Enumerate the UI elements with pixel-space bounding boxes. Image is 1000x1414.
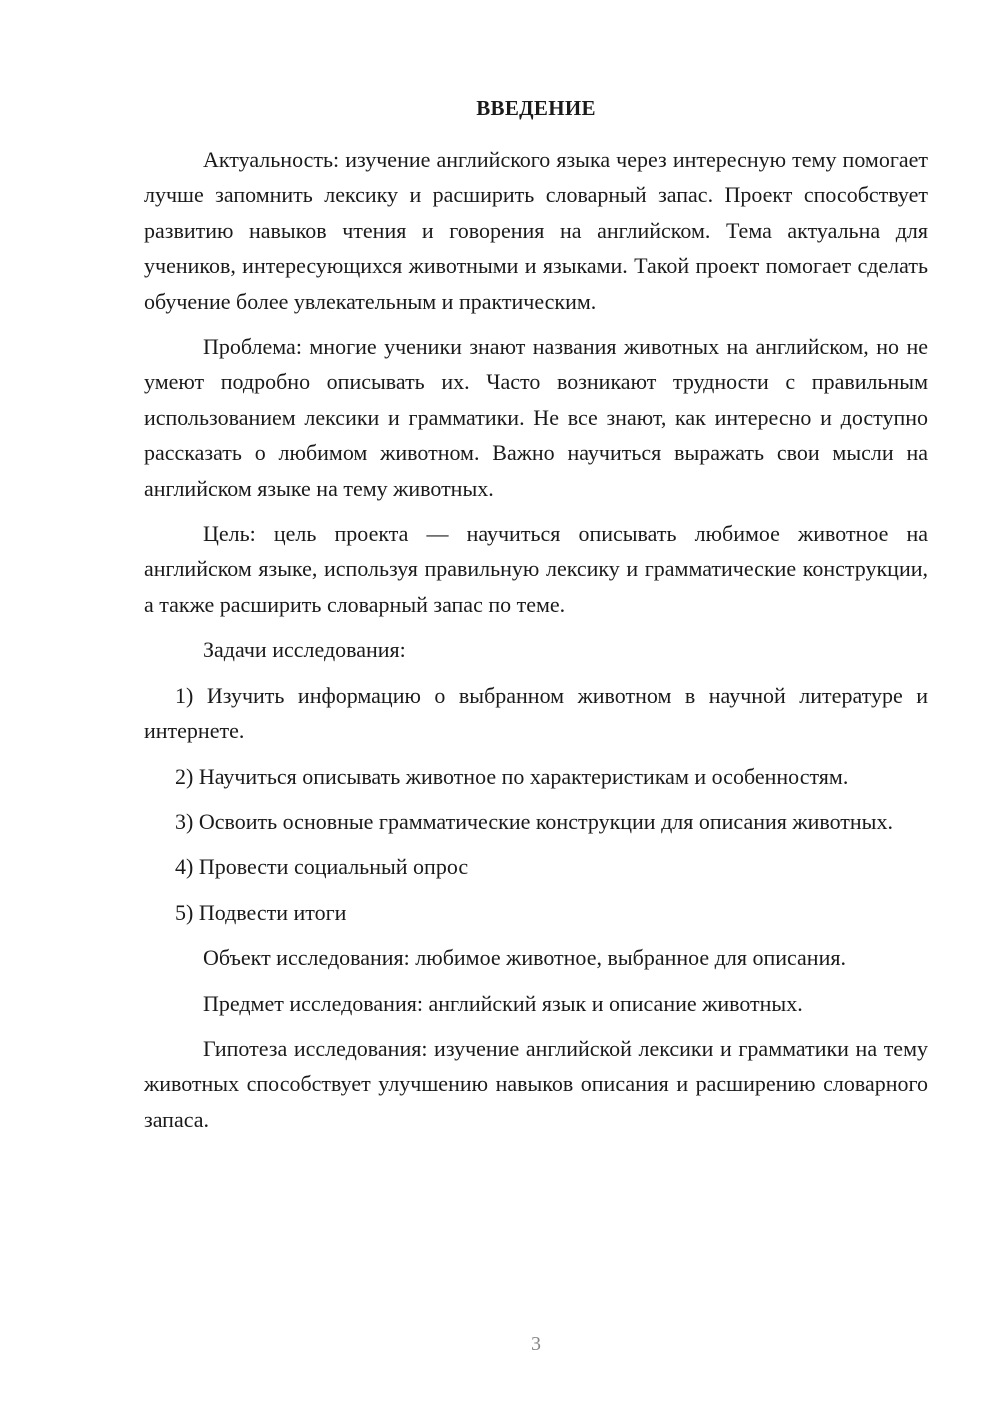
page-number: 3 xyxy=(531,1333,541,1355)
problem-paragraph: Проблема: многие ученики знают названия животных на английском, но не умеют подробно описывать их. Часто возникают трудности с правильным использованием лексики и грамматики. Не все знают, как интересно и доступно рассказать о любимом животном. Важно научиться выражать свои мысли на английском языке на тему животных. xyxy=(144,334,928,501)
research-hypothesis: Гипотеза исследования: изучение английской лексики и грамматики на тему животных способствует улучшению навыков описания и расширению словарного запаса. xyxy=(144,1035,928,1132)
goal-paragraph: Цель: цель проекта — научиться описывать любимое животное на английском языке, используя правильную лексику и грамматические конструкции, а также расширить словарный запас по теме. xyxy=(144,521,928,617)
task-item-2: 2) Научиться описывать животное по характеристикам и особенностям. xyxy=(175,763,849,789)
relevance-paragraph: Актуальность: изучение английского языка через интересную тему помогает лучше запомнить лексику и расширить словарный запас. Проект способствует развитию навыков чтения и говорения на английском. Тема актуальна для учеников, интересующихся животными и языками. Такой проект помогает сделать обучение более увлекательным и практическим. xyxy=(144,147,928,314)
task-item-4: 4) Провести социальный опрос xyxy=(175,854,469,880)
document-body xyxy=(144,142,928,1147)
section-title: ВВЕДЕНИЕ xyxy=(476,96,596,120)
research-subject: Предмет исследования: английский язык и описание животных. xyxy=(203,990,803,1016)
research-object: Объект исследования: любимое животное, выбранное для описания. xyxy=(203,945,846,971)
task-item-3: 3) Освоить основные грамматические конструкции для описания животных. xyxy=(175,808,893,834)
task-item-1: 1) Изучить информацию о выбранном животном в научной литературе и интернете. xyxy=(144,682,928,744)
task-item-5: 5) Подвести итоги xyxy=(175,899,347,925)
tasks-heading: Задачи исследования: xyxy=(203,637,406,663)
